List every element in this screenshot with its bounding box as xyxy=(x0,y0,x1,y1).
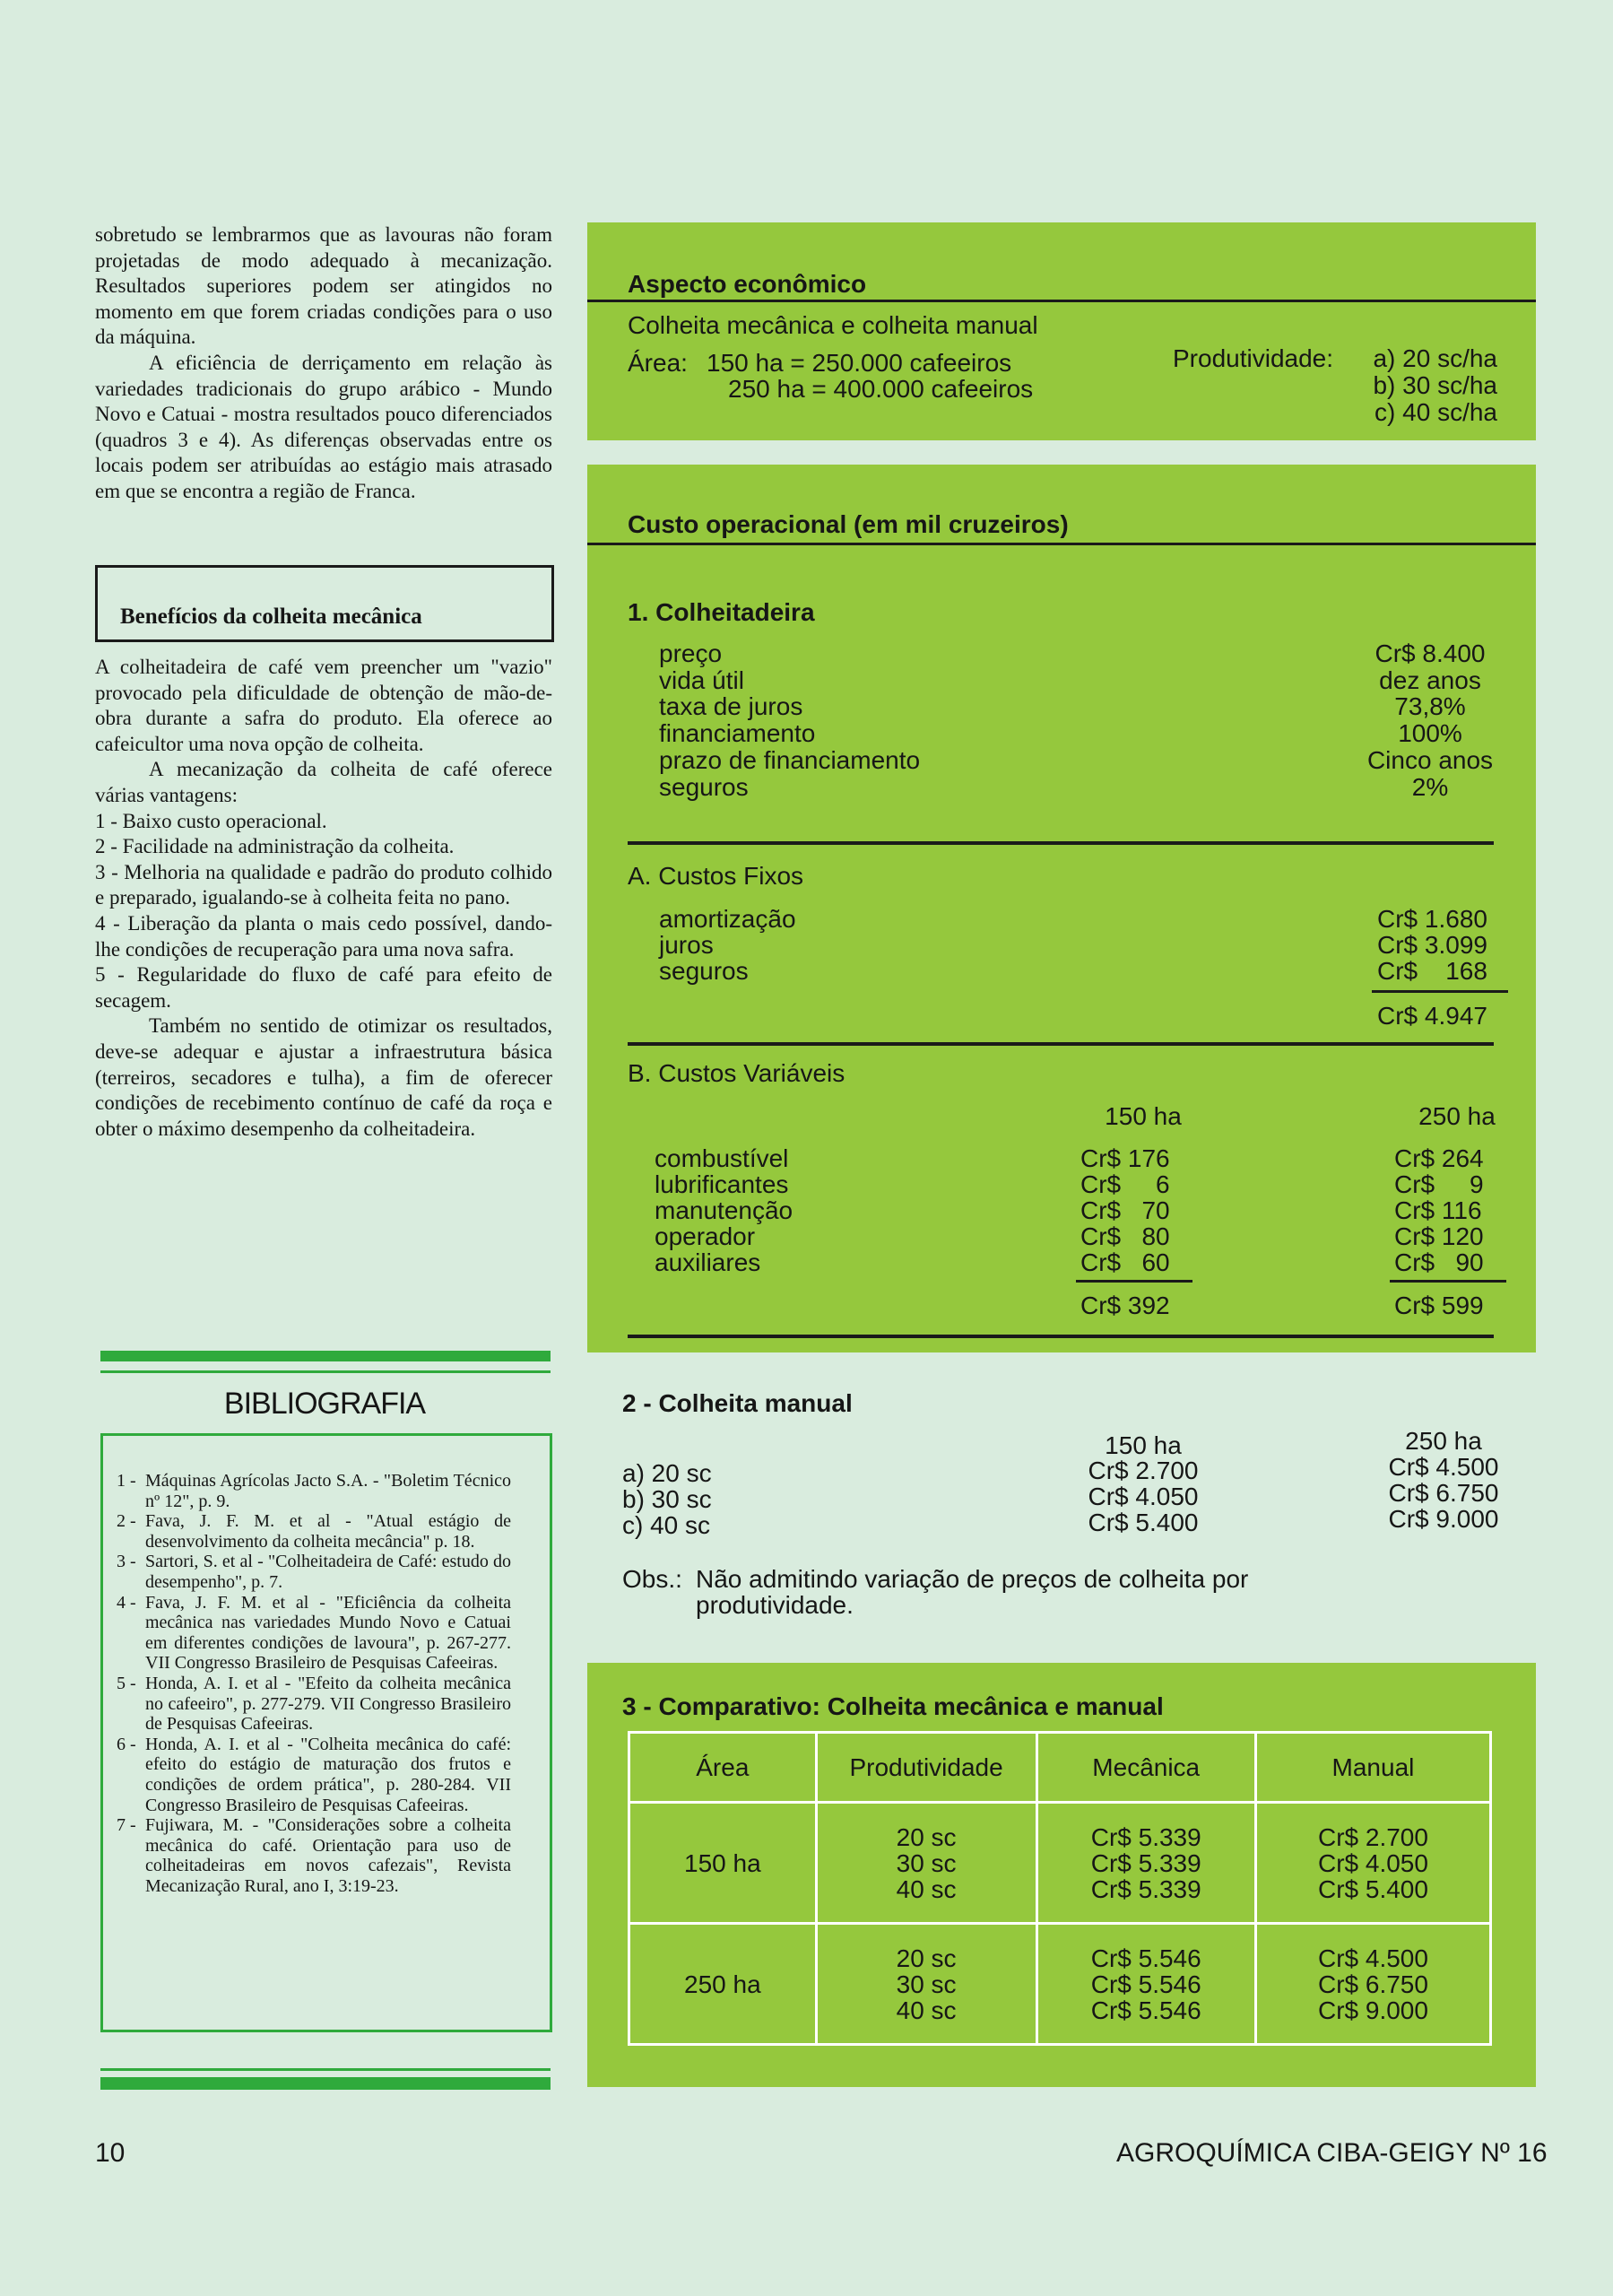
item-label: operador xyxy=(655,1222,756,1250)
divider xyxy=(100,2068,551,2071)
item-value: 2% xyxy=(1411,773,1449,801)
divider xyxy=(1076,1280,1192,1283)
divider xyxy=(95,639,554,642)
row-value: Cr$ 5.400 xyxy=(1088,1509,1199,1536)
prod-cell: 20 sc 30 sc 40 sc xyxy=(816,1924,1036,2045)
column-header: 250 ha xyxy=(1405,1427,1482,1455)
item-label: amortização xyxy=(659,905,796,933)
colheitadeira-title: 1. Colheitadeira xyxy=(628,598,815,626)
divider xyxy=(1390,1280,1506,1283)
list-item: 2 - Fava, J. F. M. et al - "Atual estágio de desenvolvimento da colheita mecância" p. 18. xyxy=(117,1511,511,1552)
item-value: Cr$ 1.680 xyxy=(1377,905,1487,933)
column-header: Mecânica xyxy=(1036,1733,1255,1803)
productivity-line: a) 20 sc/ha xyxy=(1373,344,1497,372)
list-item: 6 - Honda, A. I. et al - "Colheita mecânica do café: efeito do estágio de maturação dos frutos e condições de ordem prática", p. 280-284. VII Congresso Brasileiro de Pesquisas Cafeeiras. xyxy=(117,1734,511,1815)
mec-cell: Cr$ 5.546 Cr$ 5.546 Cr$ 5.546 xyxy=(1036,1924,1255,2045)
item-value: dez anos xyxy=(1379,666,1481,694)
productivity-line: c) 40 sc/ha xyxy=(1375,398,1497,426)
divider xyxy=(587,300,1536,302)
prod-cell: 20 sc 30 sc 40 sc xyxy=(816,1803,1036,1924)
list-item: 1 - Máquinas Agrícolas Jacto S.A. - "Boletim Técnico nº 12", p. 9. xyxy=(117,1471,511,1511)
page-number: 10 xyxy=(95,2138,126,2168)
item-value: 73,8% xyxy=(1394,692,1466,720)
row-label: c) 40 sc xyxy=(622,1511,711,1539)
list-item: 3 - Sartori, S. et al - "Colheitadeira de Café: estudo do desempenho", p. 7. xyxy=(117,1552,511,1592)
item-label: preço xyxy=(659,639,723,667)
benefits-title-frame xyxy=(95,565,554,641)
obs-text: produtividade. xyxy=(696,1591,854,1619)
column-header: Área xyxy=(629,1733,817,1803)
item-label: seguros xyxy=(659,957,749,985)
manual-title: 2 - Colheita manual xyxy=(622,1389,853,1417)
item-label: taxa de juros xyxy=(659,692,803,720)
fixos-total: Cr$ 4.947 xyxy=(1377,1002,1487,1030)
item-value: Cr$ 8.400 xyxy=(1375,639,1486,667)
item-label: prazo de financiamento xyxy=(659,746,921,774)
divider xyxy=(628,1335,1494,1338)
divider xyxy=(100,1351,551,1361)
area-cell: 250 ha xyxy=(629,1924,817,2045)
benefits-text xyxy=(95,655,552,1142)
item-value: Cr$ 120 xyxy=(1394,1222,1484,1250)
divider xyxy=(100,1370,551,1373)
divider xyxy=(628,841,1494,845)
obs-text: Não admitindo variação de preços de colheita por xyxy=(696,1565,1249,1593)
column-header: 150 ha xyxy=(1105,1431,1182,1459)
productivity-label: Produtividade: xyxy=(1173,344,1334,372)
list-item: 4 - Liberação da planta o mais cedo possível, dando-lhe condições de recuperação para uma nova safra. xyxy=(95,911,552,961)
column-header: Manual xyxy=(1255,1733,1490,1803)
paragraph: A colheitadeira de café vem preencher um "vazio" provocado pela dificuldade de obtenção de mão-de-obra durante a safra do produto. Ela oferece ao cafeicultor uma nova opção de colheita. xyxy=(95,656,552,755)
item-value: Cr$ 9 xyxy=(1394,1170,1484,1198)
publication-name: AGROQUÍMICA CIBA-GEIGY Nº 16 xyxy=(1116,2138,1548,2168)
item-label: manutenção xyxy=(655,1196,793,1224)
divider xyxy=(628,1042,1494,1046)
item-value: 100% xyxy=(1398,719,1462,747)
list-item: 4 - Fava, J. F. M. et al - "Eficiência da colheita mecânica nas variedades Mundo Novo e Catuai em diferentes condições de lavoura", p. 267-277. VII Congresso Brasileiro de Pesquisas Cafeeiras. xyxy=(117,1592,511,1674)
area-label: Área: xyxy=(628,349,688,377)
paragraph: A eficiência de derriçamento em relação às variedades tradicionais do grupo arábico - Mundo Novo e Catuai - mostra resultados pouco diferenciados (quadros 3 e 4). As diferenças observadas entre os locais podem ser atribuídas ao estágio mais atrasado em que se encontra a região de Franca. xyxy=(95,351,552,502)
item-value: Cr$ 176 xyxy=(1080,1144,1170,1172)
paragraph: Também no sentido de otimizar os resultados, deve-se adequar e ajustar a infraestrutura básica (terreiros, secadores e tulha), a fim de oferecer condições de recebimento contínuo de café da roça e obter o máximo desempenho da colheitadeira. xyxy=(95,1014,552,1140)
custo-title: Custo operacional (em mil cruzeiros) xyxy=(628,510,1069,538)
list-item: 1 - Baixo custo operacional. xyxy=(95,809,327,832)
area-line: 250 ha = 400.000 cafeeiros xyxy=(728,375,1034,403)
row-label: a) 20 sc xyxy=(622,1459,712,1487)
aspecto-title: Aspecto econômico xyxy=(628,270,867,298)
variaveis-total: Cr$ 599 xyxy=(1394,1292,1484,1319)
item-value: Cr$ 90 xyxy=(1394,1248,1484,1276)
column-header: Produtividade xyxy=(816,1733,1036,1803)
list-item: 5 - Honda, A. I. et al - "Efeito da colheita mecânica no cafeeiro", p. 277-279. VII Congresso Brasileiro de Pesquisas Cafeeiras. xyxy=(117,1673,511,1735)
mec-cell: Cr$ 5.339 Cr$ 5.339 Cr$ 5.339 xyxy=(1036,1803,1255,1924)
row-label: b) 30 sc xyxy=(622,1485,712,1513)
paragraph: A mecanização da colheita de café oferece várias vantagens: xyxy=(95,758,552,806)
item-label: financiamento xyxy=(659,719,816,747)
table-row xyxy=(629,1803,1491,1924)
item-value: Cinco anos xyxy=(1366,746,1494,774)
intro-text xyxy=(95,222,552,505)
item-label: auxiliares xyxy=(655,1248,761,1276)
row-value: Cr$ 4.050 xyxy=(1088,1483,1199,1510)
obs-label: Obs.: xyxy=(622,1565,682,1593)
table-row xyxy=(629,1924,1491,2045)
item-value: Cr$ 116 xyxy=(1394,1196,1482,1224)
item-value: Cr$ 264 xyxy=(1394,1144,1484,1172)
item-value: Cr$ 80 xyxy=(1080,1222,1170,1250)
item-value: Cr$ 70 xyxy=(1080,1196,1170,1224)
list-item: 7 - Fujiwara, M. - "Considerações sobre a colheita mecânica do café. Orientação para uso de colheitadeiras em novos cafezais", Revista Mecanização Rural, ano I, 3:19-23. xyxy=(117,1815,511,1896)
row-value: Cr$ 2.700 xyxy=(1088,1457,1199,1484)
comparativo-title: 3 - Comparativo: Colheita mecânica e manual xyxy=(622,1692,1164,1720)
item-label: lubrificantes xyxy=(655,1170,789,1198)
item-label: seguros xyxy=(659,773,749,801)
item-label: vida útil xyxy=(659,666,744,694)
productivity-line: b) 30 sc/ha xyxy=(1373,371,1497,399)
aspecto-subtitle: Colheita mecânica e colheita manual xyxy=(628,311,1038,339)
paragraph: sobretudo se lembrarmos que as lavouras não foram projetadas de modo adequado à mecanização. Resultados superiores podem ser atingidos no momento em que forem criadas condições para o uso da máquina. xyxy=(95,223,552,349)
column-header: 250 ha xyxy=(1418,1102,1496,1130)
comparison-table xyxy=(628,1731,1492,2046)
man-cell: Cr$ 4.500 Cr$ 6.750 Cr$ 9.000 xyxy=(1255,1924,1490,2045)
benefits-title: Benefícios da colheita mecânica xyxy=(120,604,422,629)
table-header-row xyxy=(629,1733,1491,1803)
column-header: 150 ha xyxy=(1105,1102,1182,1130)
row-value: Cr$ 4.500 xyxy=(1388,1453,1499,1481)
fixos-title: A. Custos Fixos xyxy=(628,862,804,890)
item-label: combustível xyxy=(655,1144,789,1172)
man-cell: Cr$ 2.700 Cr$ 4.050 Cr$ 5.400 xyxy=(1255,1803,1490,1924)
item-value: Cr$ 168 xyxy=(1377,957,1487,985)
row-value: Cr$ 9.000 xyxy=(1388,1505,1499,1533)
list-item: 2 - Facilidade na administração da colheita. xyxy=(95,835,455,858)
bibliography-list xyxy=(117,1471,511,1896)
divider xyxy=(100,2077,551,2090)
list-item: 3 - Melhoria na qualidade e padrão do produto colhido e preparado, igualando-se à colheita feita no pano. xyxy=(95,860,552,909)
variaveis-total: Cr$ 392 xyxy=(1080,1292,1170,1319)
item-value: Cr$ 6 xyxy=(1080,1170,1170,1198)
divider xyxy=(1372,990,1508,993)
area-line: 150 ha = 250.000 cafeeiros xyxy=(707,349,1012,377)
variaveis-title: B. Custos Variáveis xyxy=(628,1059,846,1087)
item-label: juros xyxy=(659,931,714,959)
divider xyxy=(587,543,1536,545)
item-value: Cr$ 60 xyxy=(1080,1248,1170,1276)
area-cell: 150 ha xyxy=(629,1803,817,1924)
item-value: Cr$ 3.099 xyxy=(1377,931,1487,959)
row-value: Cr$ 6.750 xyxy=(1388,1479,1499,1507)
list-item: 5 - Regularidade do fluxo de café para efeito de secagem. xyxy=(95,963,552,1012)
bibliography-title: BIBLIOGRAFIA xyxy=(223,1387,426,1421)
